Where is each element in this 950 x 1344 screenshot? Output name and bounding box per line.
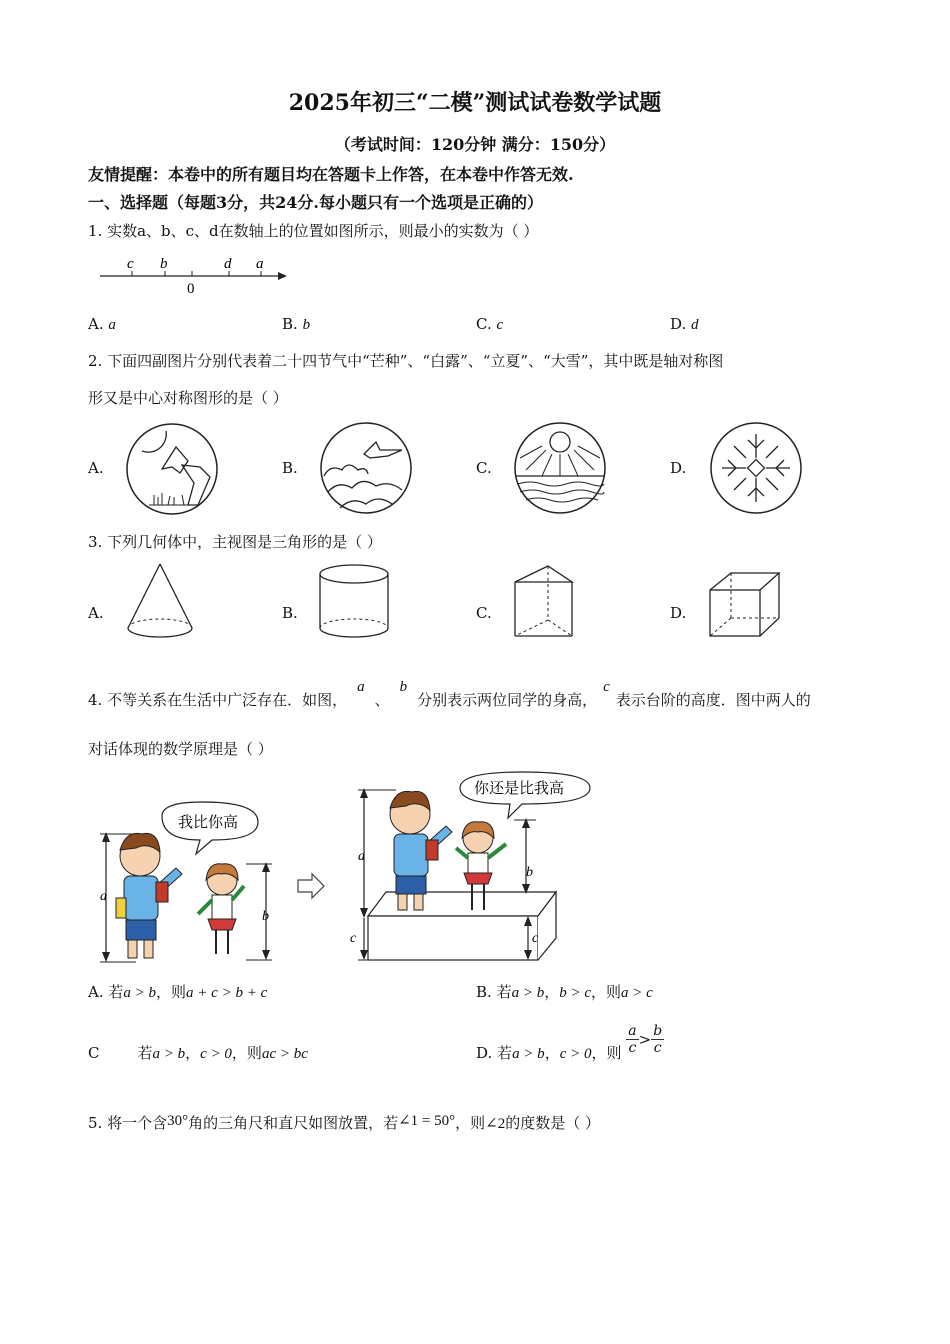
- reminder: 友情提醒：本卷中的所有题目均在答题卡上作答，在本卷中作答无效.: [88, 165, 574, 184]
- q4-sep: 、: [374, 691, 390, 709]
- option-letter: C: [88, 1044, 100, 1062]
- option-letter: D.: [476, 1044, 493, 1062]
- q2-option-b-label[interactable]: B.: [282, 459, 298, 477]
- option-math: c > 0: [559, 1046, 592, 1062]
- question-2-line2: 形又是中心对称图形的是（ ）: [88, 389, 288, 407]
- cylinder-icon: [316, 560, 394, 642]
- option-text: 若: [108, 983, 124, 1001]
- q3-option-c-label[interactable]: C.: [476, 604, 492, 622]
- option-text: ，则: [591, 983, 622, 1001]
- option-math: a > b: [123, 985, 157, 1001]
- q4-option-a[interactable]: [88, 981, 267, 1002]
- numerator: b: [653, 1023, 663, 1039]
- bubble-right-text: 你还是比我高: [474, 781, 565, 797]
- q5-text-3: ，则: [455, 1114, 486, 1132]
- option-letter: B.: [476, 983, 492, 1001]
- q4-var-b: b: [399, 679, 408, 695]
- option-text: 若: [497, 1044, 513, 1062]
- transform-arrow-icon: [298, 874, 324, 898]
- option-math: a + c > b + c: [186, 985, 268, 1001]
- option-text: ，则: [231, 1044, 262, 1062]
- label-zero: 0: [187, 281, 195, 297]
- option-text: ，: [544, 983, 560, 1001]
- question-1-text: 1. 实数a、b、c、d在数轴上的位置如图所示，则最小的实数为（ ）: [88, 222, 539, 240]
- fraction-b-over-c: [651, 1023, 664, 1056]
- page-title: 2025年初三“二模”测试试卷数学试题: [288, 90, 662, 116]
- label-a-left: a: [100, 889, 107, 904]
- question-4-line2: 对话体现的数学原理是（ ）: [88, 740, 273, 758]
- option-value: b: [302, 317, 311, 333]
- label-a: a: [256, 256, 264, 272]
- option-text: ，则: [156, 983, 187, 1001]
- triangular-prism-icon: [512, 562, 578, 642]
- q4-option-c[interactable]: [88, 1042, 308, 1063]
- option-math: a > c: [621, 985, 653, 1001]
- label-a-right: a: [358, 849, 365, 864]
- question-3-text: 3. 下列几何体中，主视图是三角形的是（ ）: [88, 533, 382, 551]
- q2-option-a-label[interactable]: A.: [88, 459, 104, 477]
- option-text: 若: [496, 983, 512, 1001]
- q5-target: ∠2: [485, 1116, 506, 1132]
- label-b-right: b: [526, 865, 533, 880]
- fraction-a-over-c: [626, 1023, 638, 1056]
- option-text: ，: [185, 1044, 201, 1062]
- q4-var-a: a: [357, 679, 365, 695]
- option-value: a: [108, 317, 116, 333]
- girl-figure-left: [198, 864, 244, 954]
- q4-var-c: c: [603, 679, 610, 695]
- q5-text-2: 角的三角尺和直尺如图放置，若: [188, 1114, 399, 1132]
- q5-text-1: 5. 将一个含: [88, 1114, 168, 1132]
- q3-option-a-label[interactable]: A.: [88, 604, 104, 622]
- cone-icon: [122, 560, 198, 642]
- option-value: c: [496, 317, 504, 333]
- q1-option-c[interactable]: [476, 315, 503, 334]
- q4-text-1: 4. 不等关系在生活中广泛存在．如图，: [88, 691, 348, 709]
- section-heading: 一、选择题（每题3分，共24分.每小题只有一个选项是正确的）: [88, 193, 543, 212]
- greater-than: >: [638, 1030, 652, 1049]
- label-b-left: b: [262, 909, 269, 924]
- numerator: a: [628, 1023, 637, 1039]
- option-letter: A.: [88, 315, 104, 333]
- question-2-line1: 2. 下面四副图片分别代表着二十四节气中“芒种”、“白露”、“立夏”、“大雪”，其中既是轴对称图: [88, 352, 724, 370]
- bailu-icon: [318, 420, 414, 516]
- option-math: c > 0: [200, 1046, 232, 1062]
- mangzhong-icon: [124, 421, 220, 517]
- denominator: c: [653, 1040, 662, 1056]
- bubble-left-text: 我比你高: [178, 815, 239, 831]
- q5-text-4: 的度数是（ ）: [505, 1114, 601, 1132]
- q1-option-d[interactable]: [670, 315, 699, 334]
- denominator: c: [628, 1040, 637, 1056]
- q4-option-b[interactable]: [476, 981, 653, 1002]
- q5-condition: ∠1 = 50°: [398, 1113, 456, 1129]
- step-top: [368, 892, 556, 916]
- number-line-figure: [95, 250, 295, 298]
- label-b: b: [160, 256, 168, 272]
- boy-figure-left: [116, 833, 182, 958]
- q5-angle: 30°: [167, 1113, 189, 1129]
- daxue-snowflake-icon: [708, 420, 804, 516]
- option-text: ，则: [591, 1044, 622, 1062]
- option-letter: C.: [476, 315, 492, 333]
- option-math: b > c: [559, 985, 592, 1001]
- cube-icon: [707, 570, 783, 640]
- question-5-text: [88, 1112, 600, 1133]
- q1-option-a[interactable]: [88, 315, 116, 334]
- arrow-icon: [278, 272, 287, 280]
- question-4-line1: [88, 679, 811, 710]
- option-letter: D.: [670, 315, 687, 333]
- q4-text-3: 表示台阶的高度．图中两人的: [615, 691, 811, 709]
- step-front: [368, 916, 538, 960]
- exam-info: （考试时间：120分钟 满分：150分）: [334, 135, 616, 154]
- q3-option-b-label[interactable]: B.: [282, 604, 298, 622]
- option-math: a > b: [511, 985, 545, 1001]
- q4-text-2: 分别表示两位同学的身高，: [417, 691, 598, 709]
- option-math: a > b: [152, 1046, 186, 1062]
- label-c-right: c: [532, 931, 539, 946]
- label-c: c: [127, 256, 134, 272]
- q2-option-c-label[interactable]: C.: [476, 459, 492, 477]
- option-text: ，: [544, 1044, 560, 1062]
- q4-option-d[interactable]: [476, 1016, 664, 1062]
- option-math: a > b: [512, 1046, 545, 1062]
- option-text: 若: [137, 1044, 153, 1062]
- q2-option-d-label[interactable]: D.: [670, 459, 687, 477]
- label-c-left: c: [350, 931, 357, 946]
- option-letter: B.: [282, 315, 298, 333]
- height-comparison-figure: [96, 768, 596, 970]
- q3-option-d-label[interactable]: D.: [670, 604, 687, 622]
- q1-option-b[interactable]: [282, 315, 310, 334]
- label-d: d: [224, 256, 232, 272]
- option-letter: A.: [88, 983, 104, 1001]
- option-math: ac > bc: [261, 1046, 308, 1062]
- option-value: d: [691, 317, 699, 333]
- lixia-icon: [512, 420, 608, 516]
